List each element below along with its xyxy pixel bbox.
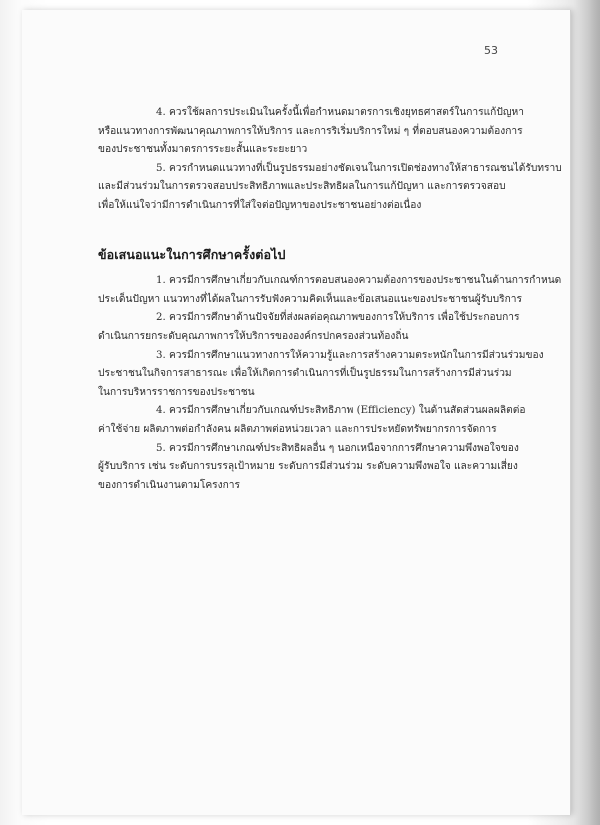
item-line: ประชาชนในกิจการสาธารณะ เพื่อให้เกิดการดำเนินการที่เป็นรูปธรรมในการสร้างการมีส่วนร่วม [98,368,512,380]
item-line: 5. ควรกำหนดแนวทางที่เป็นรูปธรรมอย่างชัดเจนในการเปิดช่องทางให้สาธารณชนได้รับทราบ [156,162,562,174]
page-number: 53 [484,44,498,57]
binding-shadow [574,0,600,825]
item-line: 1. ควรมีการศึกษาเกี่ยวกับเกณฑ์การตอบสนองความต้องการของประชาชนในด้านการกำหนด [156,275,562,287]
item-line: เพื่อให้แน่ใจว่ามีการดำเนินการที่ใส่ใจต่อปัญหาของประชาชนอย่างต่อเนื่อง [98,199,422,211]
item-line: 5. ควรมีการศึกษาเกณฑ์ประสิทธิผลอื่น ๆ นอกเหนือจากการศึกษาความพึงพอใจของ [156,442,519,454]
item-line: หรือแนวทางการพัฒนาคุณภาพการให้บริการ และการริเริ่มบริการใหม่ ๆ ที่ตอบสนองความต้องการ [98,125,523,137]
future-study-item-3 [98,347,544,403]
item-line: ประเด็นปัญหา แนวทางที่ได้ผลในการรับฟังความคิดเห็นและข้อเสนอแนะของประชาชนผู้รับบริการ [98,293,522,305]
future-study-item-5 [98,440,528,496]
recommendation-item-4 [98,104,528,160]
item-line: ของประชาชนทั้งมาตรการระยะสั้นและระยะยาว [98,144,308,156]
item-line: ของการดำเนินงานตามโครงการ [98,479,240,491]
item-line: และมีส่วนร่วมในการตรวจสอบประสิทธิภาพและประสิทธิผลในการแก้ปัญหา และการตรวจสอบ [98,181,506,193]
future-study-item-2 [98,309,528,346]
document-page [22,10,571,815]
item-line: 4. ควรมีการศึกษาเกี่ยวกับเกณฑ์ประสิทธิภาพ (Efficiency) ในด้านสัดส่วนผลผลิตต่อ [156,405,526,417]
section-heading: ข้อเสนอแนะในการศึกษาครั้งต่อไป [98,246,286,262]
item-line: ในการบริหารราชการของประชาชน [98,386,255,398]
item-line: ดำเนินการยกระดับคุณภาพการให้บริการขององค์กรปกครองส่วนท้องถิ่น [98,330,409,342]
item-line: ผู้รับบริการ เช่น ระดับการบรรลุเป้าหมาย ระดับการมีส่วนร่วม ระดับความพึงพอใจ และความเสี่ยง [98,461,518,473]
page-content [98,104,562,495]
item-line: 4. ควรใช้ผลการประเมินในครั้งนี้เพื่อกำหนดมาตรการเชิงยุทธศาสตร์ในการแก้ปัญหา [156,107,524,118]
item-line: 3. ควรมีการศึกษาแนวทางการให้ความรู้และการสร้างความตระหนักในการมีส่วนร่วมของ [156,349,544,361]
future-study-item-1 [98,272,562,309]
recommendation-item-5 [98,160,562,216]
future-study-item-4 [98,402,528,439]
item-line: ค่าใช้จ่าย ผลิตภาพต่อกำลังคน ผลิตภาพต่อหน่วยเวลา และการประหยัดทรัพยากรการจัดการ [98,423,497,435]
item-line: 2. ควรมีการศึกษาด้านปัจจัยที่ส่งผลต่อคุณภาพของการให้บริการ เพื่อใช้ประกอบการ [156,312,520,324]
